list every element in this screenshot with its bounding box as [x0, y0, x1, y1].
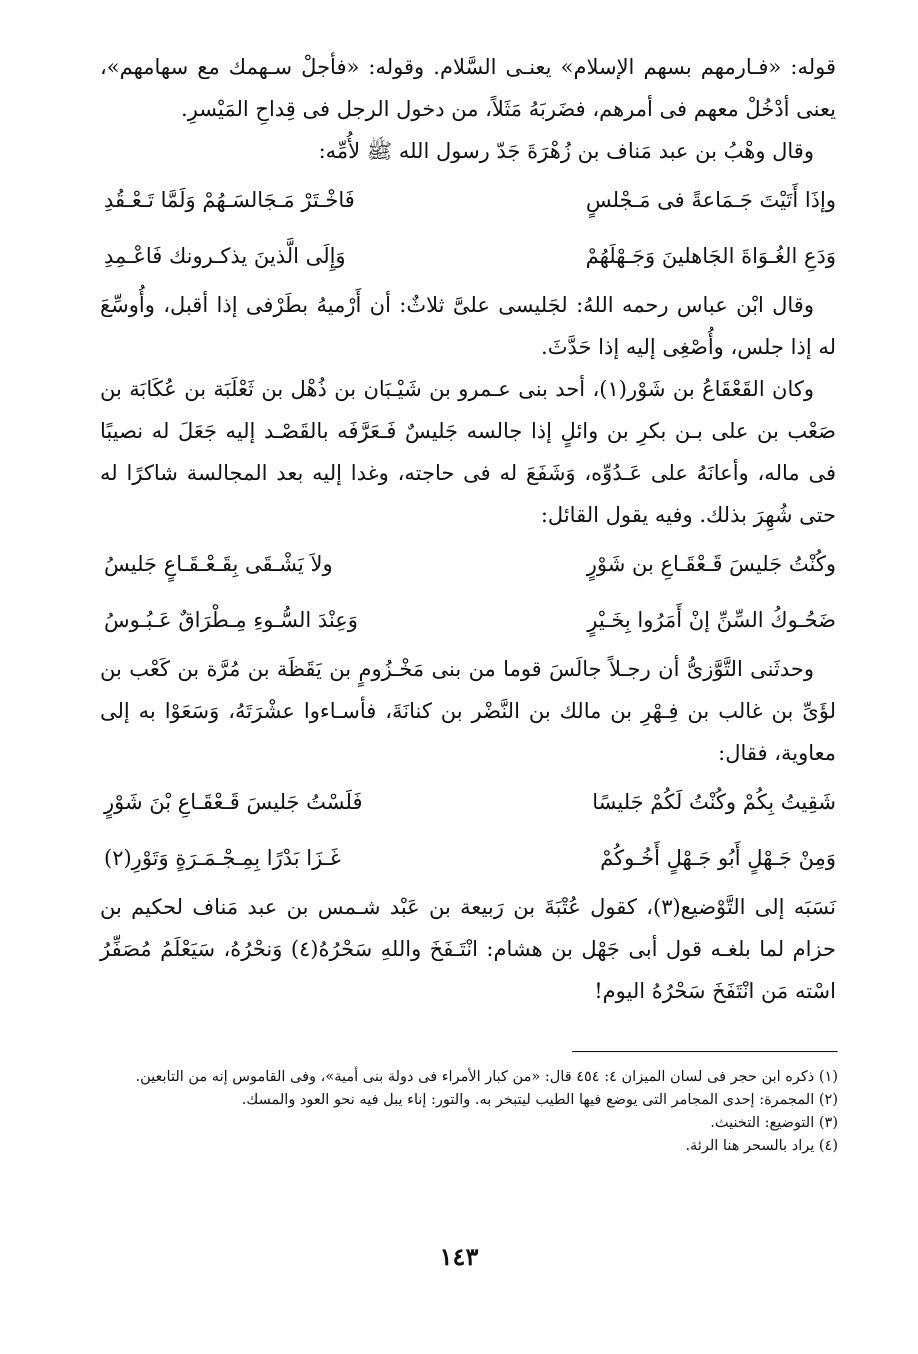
paragraph: قوله: «فـارمهم بسهم الإسلام» يعنـى السَّلام. وقوله: «فأجلْ سـهمك مع سهامهم»، يعنى أدْخُلْ معهم فى أمرهم، فضَربَهُ مَثَلاً، من دخول الرجل فى قِداحِ المَيْسرِ.	[100, 55, 836, 121]
poem-verse	[100, 536, 836, 592]
footnote: (١) ذكره ابن حجر فى لسان الميزان ٤: ٤٥٤ قال: «من كبار الأمراء فى دولة بنى أمية»، وفى القاموس إنه من التابعين.	[135, 1069, 838, 1085]
footnote: (٢) المجمرة: إحدى المجامر التى يوضع فيها الطيب ليتبخر به. والتور: إناء يبل فيه نحو العود والمسك.	[241, 1092, 838, 1108]
poem-verse	[100, 774, 836, 830]
poem-verse	[100, 592, 836, 648]
verse-first-hemistich: وَدَعِ الغُـوَاةَ الجَاهلينَ وَجَـهْلَهُمْ	[585, 244, 836, 268]
verse-second-hemistich: وَإِلَى الَّذينَ يذكـرونك فَاعْـمِدِ	[104, 244, 346, 268]
verse-first-hemistich: وإذَا أَتَيْتَ جَـمَاعةً فى مَـجْلسٍ	[585, 188, 836, 212]
verse-first-hemistich: وكُنْتُ جَليسَ قَـعْقَـاعِ بن شَوْرٍ	[586, 552, 836, 576]
main-text	[100, 46, 836, 1012]
footnote: (٤) يراد بالسحر هنا الرئة.	[685, 1138, 838, 1154]
paragraph: نَسَبَه إلى التَّوْضيع(٣)، كقول عُتْبَةَ بن رَبيعة بن عَبْد شـمس بن عبد مَناف لحكيم بن حزام لما بلغـه قول أبى جَهْل بن هشام: انْتَـفَخَ واللهِ سَحْرُهُ(٤) وَنحْرُهُ، سَيَعْلَمُ مُصَفِّرُ اسْته مَن انْتَفَخَ سَحْرُهُ اليوم!	[100, 895, 837, 1003]
verse-second-hemistich: غَـزَا بَدْرًا بِمِـجْـمَـرَةٍ وَتَوْرِ(٢)	[104, 846, 341, 870]
footnotes	[100, 1066, 838, 1158]
paragraph: وكان القَعْقَاعُ بن شَوْر(١)، أحد بنى عـمرو بن شَيْـبَان بن ذُهْل بن ثَعْلَبَة بن عُكَابَة بن صَعْب بن على بـن بكرِ بن وائلٍ إذا جالسه جَليسٌ فَـعَرَّفَه بالقَصْـد إليه جَعَلَ له نصيبًا فى ماله، وأعانَهُ على عَـدُوِّه، وَشَفَعَ له فى حاجته، وغدا إليه بعد المجالسة شاكرًا له حتى شُهِرَ بذلك. وفيه يقول القائل:	[100, 377, 836, 527]
verse-first-hemistich: شَقِيتُ بِكُمْ وكُنْتُ لَكُمْ جَليسًا	[592, 790, 836, 814]
poem-verse	[100, 830, 836, 886]
footnote-divider	[572, 1051, 838, 1053]
verse-second-hemistich: ولاَ يَشْـقَى بِقَـعْـقَـاعٍ جَليسُ	[104, 552, 333, 576]
footnote: (٣) التوضيع: التخنيث.	[710, 1115, 838, 1131]
paragraph: وقال وهْبُ بن عبد مَناف بن زُهْرَةَ جَدّ رسول الله ﷺ لأُمِّه:	[318, 139, 814, 163]
verse-first-hemistich: وَمِنْ جَـهْلٍ أَبُو جَـهْلٍ أَخُـوكُمْ	[600, 846, 836, 870]
page-number: ١٤٣	[439, 1242, 479, 1271]
poem-verse	[100, 172, 836, 228]
verse-first-hemistich: ضَحُـوكُ السِّنِّ إنْ أَمَرُوا بِخَـيْرٍ	[587, 608, 836, 632]
verse-second-hemistich: وَعِنْدَ السُّـوءِ مِـطْرَاقٌ عَـبُـوسُ	[104, 608, 358, 632]
paragraph: وحدثَنى التَّوَّزىُّ أن رجـلاً جالَسَ قوما من بنى مَخْـزُومٍ بن يَقَظَة بن مُرَّة بن كَعْب بن لؤَىِّ بن غالب بن فِـهْرِ بن مالك بن النَّضْر بن كنانَةَ، فأسـاءوا عشْرَتَهُ، وَسَعَوْا به إلى معاوية، فقال:	[100, 657, 836, 765]
verse-second-hemistich: فَلَسْتُ جَليسَ قَـعْقَـاعِ بْنَ شَوْرٍ	[104, 790, 363, 814]
paragraph: وقال ابْن عباس رحمه اللهُ: لجَليسى علىَّ ثلاثٌ: أن أَرْميهُ بطَرْفى إذا أقبل، وأُوسِّعَ له إذا جلس، وأُصْغِى إليه إذا حَدَّثَ.	[100, 293, 836, 359]
poem-verse	[100, 228, 836, 284]
verse-second-hemistich: فَاخْـتَرْ مَـجَالسَـهُمْ وَلَمَّا تَـعْـقُدِ	[104, 188, 355, 212]
